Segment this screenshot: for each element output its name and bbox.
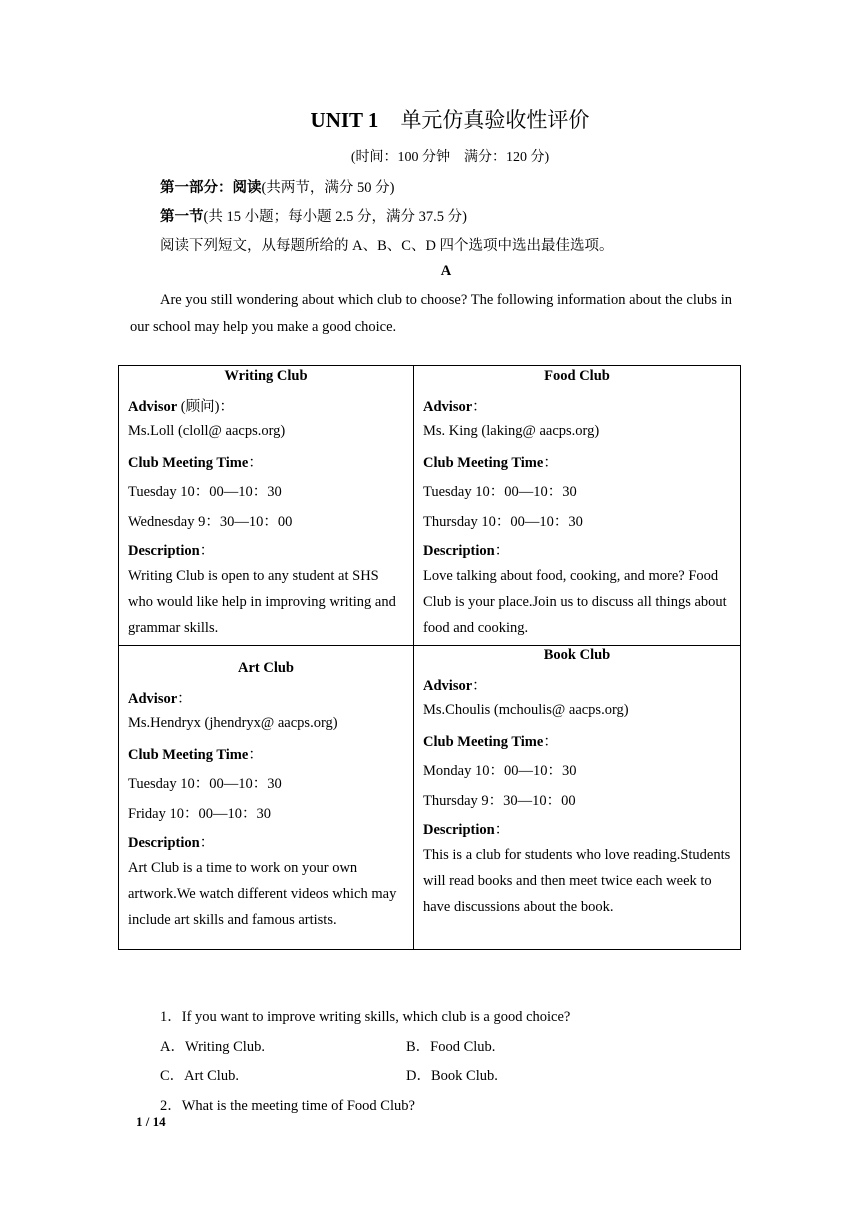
food-club-name: Food Club (544, 368, 610, 384)
writing-time-1: Tuesday 10：00—10：30 (128, 484, 282, 500)
art-desc-label: Description： (128, 835, 215, 851)
writing-time-label: Club Meeting Time： (128, 455, 263, 471)
question-1-option-d: D．Book Club. (406, 1068, 498, 1084)
question-1-option-a: A．Writing Club. (160, 1039, 265, 1055)
book-time-2: Thursday 9：30—10：00 (423, 793, 576, 809)
art-time-label: Club Meeting Time： (128, 747, 263, 763)
part-heading-bold: 第一部分：阅读 (160, 180, 262, 196)
question-2-stem: 2．What is the meeting time of Food Club? (160, 1098, 415, 1114)
instruction: 阅读下列短文，从每题所给的 A、B、C、D 四个选项中选出最佳选项。 (160, 238, 614, 254)
writing-desc-label: Description： (128, 543, 215, 559)
passage-label: A (440, 263, 452, 279)
food-club-cell (414, 366, 740, 645)
art-time-1: Tuesday 10：00—10：30 (128, 776, 282, 792)
writing-club-cell (119, 366, 413, 645)
art-advisor-label: Advisor： (128, 691, 192, 707)
unit-label: UNIT 1 (310, 108, 379, 132)
part-heading-rest: (共两节，满分 50 分) (261, 180, 395, 196)
food-desc-label: Description： (423, 543, 510, 559)
food-time-label: Club Meeting Time： (423, 455, 558, 471)
art-advisor: Ms.Hendryx (jhendryx@ aacps.org) (128, 715, 338, 731)
book-club-cell (414, 646, 740, 949)
art-club-cell (119, 646, 413, 949)
art-desc: Art Club is a time to work on your own artwork.We watch different videos which may include art skills and famous artists. (128, 860, 397, 928)
passage-intro: Are you still wondering about which club to choose? The following information about the clubs in our school may help you make a good choice. (130, 292, 732, 335)
food-time-2: Thursday 10：00—10：30 (423, 514, 583, 530)
book-advisor: Ms.Choulis (mchoulis@ aacps.org) (423, 702, 629, 718)
food-desc: Love talking about food, cooking, and more? Food Club is your place.Join us to discuss all things about food and cooking. (423, 568, 727, 636)
food-advisor-label: Advisor： (423, 399, 487, 415)
part-heading (160, 176, 394, 197)
question-1-option-c: C．Art Club. (160, 1068, 239, 1084)
subsection-heading-rest: (共 15 小题；每小题 2.5 分，满分 37.5 分) (203, 209, 467, 225)
title-cn: 单元仿真验收性评价 (400, 108, 590, 132)
book-advisor-label: Advisor： (423, 678, 487, 694)
book-desc-label: Description： (423, 822, 510, 838)
book-time-1: Monday 10：00—10：30 (423, 763, 577, 779)
clubs-table (118, 365, 741, 950)
subsection-heading-bold: 第一节 (160, 209, 204, 225)
question-1-stem: 1．If you want to improve writing skills, which club is a good choice? (160, 1009, 571, 1025)
food-time-1: Tuesday 10：00—10：30 (423, 484, 577, 500)
writing-advisor: Ms.Loll (cloll@ aacps.org) (128, 423, 286, 439)
exam-info: (时间：100 分钟 满分：120 分) (350, 150, 550, 165)
book-time-label: Club Meeting Time： (423, 734, 558, 750)
art-time-2: Friday 10：00—10：30 (128, 806, 271, 822)
question-1-option-b: B．Food Club. (406, 1039, 496, 1055)
writing-desc: Writing Club is open to any student at SHS who would like help in improving writing and grammar skills. (128, 568, 396, 636)
page-number: 1 / 14 (136, 1114, 166, 1129)
food-advisor: Ms. King (laking@ aacps.org) (423, 423, 600, 439)
writing-advisor-label: Advisor (顾问)： (128, 399, 234, 415)
writing-club-name: Writing Club (224, 368, 308, 384)
art-club-name: Art Club (238, 660, 294, 676)
book-desc: This is a club for students who love reading.Students will read books and then meet twice each week to have discussions about the book. (423, 847, 731, 915)
book-club-name: Book Club (543, 647, 611, 663)
subsection-heading (160, 205, 467, 226)
page-title (0, 104, 860, 134)
writing-time-2: Wednesday 9：30—10：00 (128, 514, 293, 530)
